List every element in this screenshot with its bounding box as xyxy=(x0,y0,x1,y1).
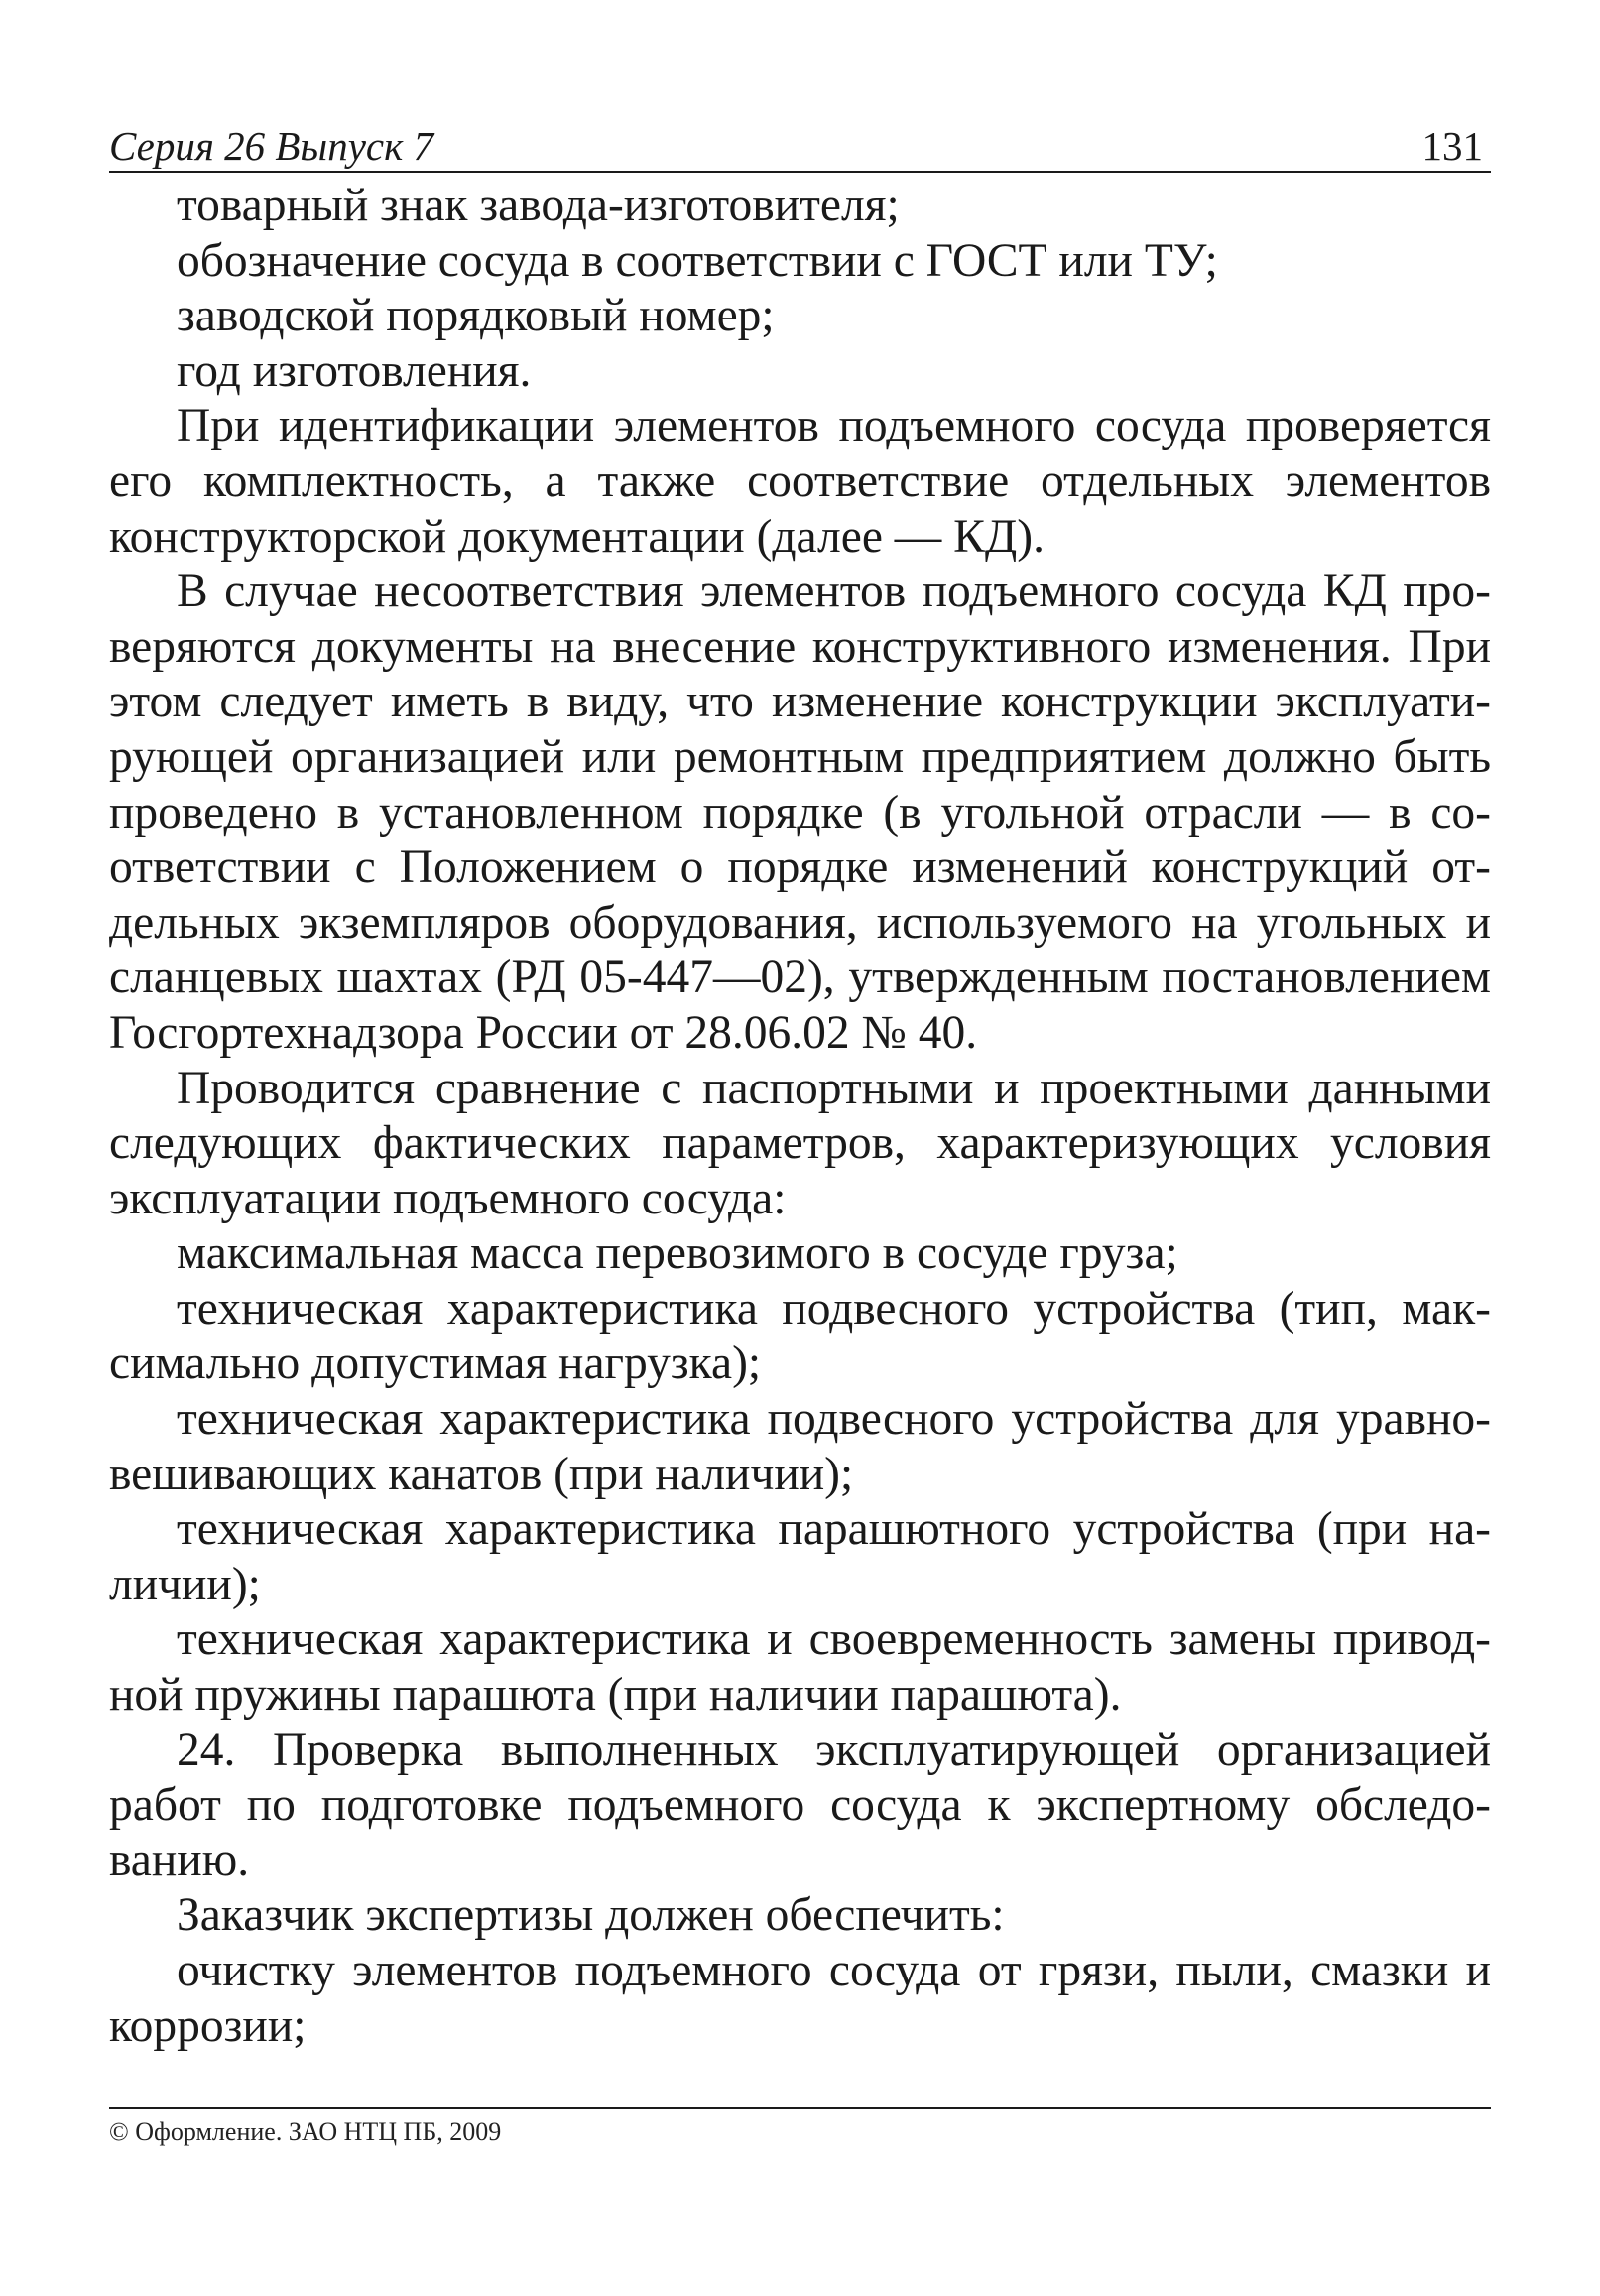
running-header xyxy=(109,109,1491,173)
paragraph: Заказчик экспертизы должен обеспечить: xyxy=(177,1889,1005,1942)
paragraph: 24. Проверка выполненных эксплуатирующей организацией работ по подготовке подъемного сосуда к экспертному обследованию. xyxy=(109,1723,1491,1886)
paragraph: очистку элементов подъемного сосуда от грязи, пыли, смазки и коррозии; xyxy=(109,1945,1491,2052)
paragraph: В случае несоответствия элементов подъемного сосуда КД проверяются документы на внесение конструктивного изменения. При этом следует иметь в виду, что изменение конструкции эксплуатирующей организацией или ремонтным предприятием должно быть проведено в установленном порядке (в угольной отрасли — в соответствии с Положением о порядке изменений конструкций отдельных экземпляров оборудования, используемого на угольных и сланцевых шахтах (РД 05-447—02), утвержденным постановлением Госгортехнадзора России от 28.06.02 № 40. xyxy=(109,566,1491,1059)
paragraph: При идентификации элементов подъемного сосуда проверяется его комплектность, а также соответствие отдельных элементов конструкторской документации (далее — КД). xyxy=(109,400,1491,563)
footer-copyright: © Оформление. ЗАО НТЦ ПБ, 2009 xyxy=(109,2117,502,2146)
paragraph: техническая характеристика парашютного устройства (при наличии); xyxy=(109,1503,1491,1610)
paragraph: Проводится сравнение с паспортными и проектными данными следующих фактических параметров, характеризующих условия эксплуатации подъемного сосуда: xyxy=(109,1062,1491,1224)
header-series-title: Серия 26 Выпуск 7 xyxy=(109,123,434,169)
document-page xyxy=(109,109,1491,2054)
paragraph: техническая характеристика и своевременность замены приводной пружины парашюта (при наличии парашюта). xyxy=(109,1613,1491,1722)
footer-divider xyxy=(109,2107,1491,2109)
page-number: 131 xyxy=(1421,123,1483,169)
body-text xyxy=(109,179,1491,2054)
paragraph: товарный знак завода-изготовителя; xyxy=(177,180,900,231)
paragraph: техническая характеристика подвесного устройства (тип, максимально допустимая нагрузка); xyxy=(109,1282,1491,1390)
paragraph: техническая характеристика подвесного устройства для уравновешивающих канатов (при наличии); xyxy=(109,1393,1491,1500)
paragraph: максимальная масса перевозимого в сосуде груза; xyxy=(177,1227,1178,1280)
paragraph: год изготовления. xyxy=(177,344,532,397)
paragraph: обозначение сосуда в соответствии с ГОСТ или ТУ; xyxy=(177,234,1218,287)
paragraph: заводской порядковый номер; xyxy=(177,290,775,342)
